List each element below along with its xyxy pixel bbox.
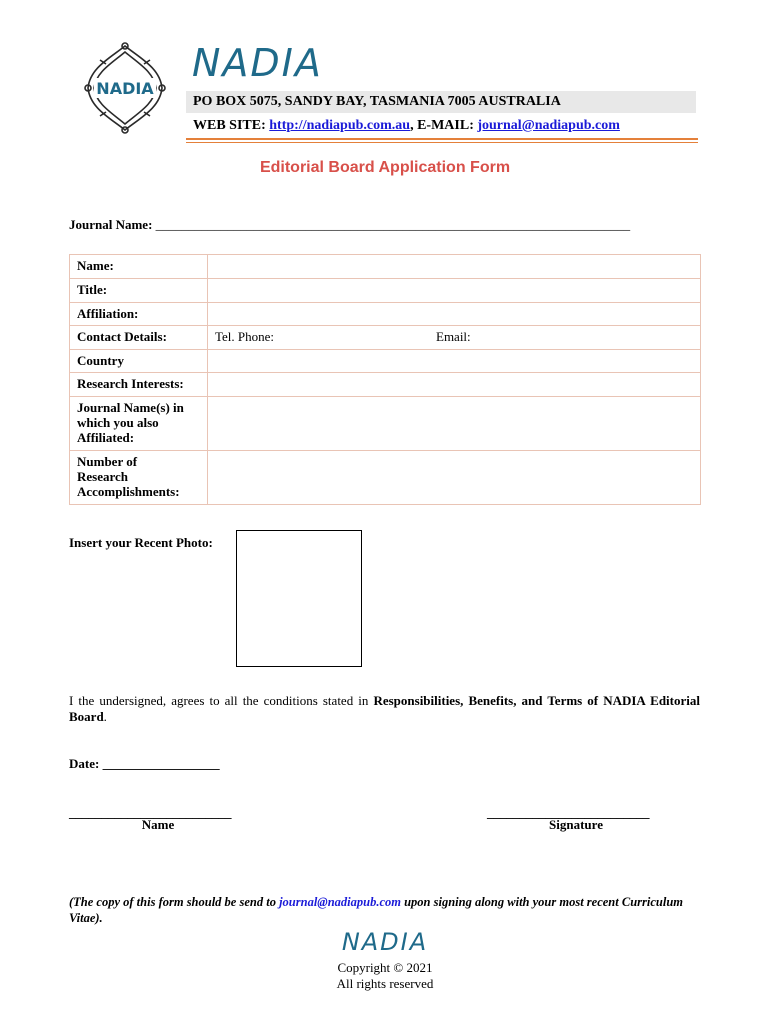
journal-name-line[interactable]: _________________________________________________________________________: [152, 217, 631, 232]
photo-label: Insert your Recent Photo:: [69, 535, 213, 550]
footer-wordmark: NADIA: [341, 928, 429, 956]
note-suffix: upon signing along with your most recent Curriculum Vitae).: [69, 895, 683, 925]
affiliation-label: Affiliation:: [70, 303, 208, 326]
name-caption: Name: [141, 817, 175, 832]
accomplishments-line2: Research: [77, 469, 129, 484]
date-line[interactable]: __________________: [99, 756, 220, 771]
contact-line: [193, 117, 620, 135]
country-label: Country: [70, 350, 208, 373]
name-signature-line[interactable]: _________________________: [69, 805, 232, 820]
journal-affiliations-line1: Journal Name(s) in: [77, 400, 184, 415]
name-label: Name:: [70, 255, 208, 279]
photo-upload-box[interactable]: [236, 530, 362, 667]
rights-text: All rights reserved: [336, 976, 434, 991]
journal-affiliations-line2: which you also: [77, 415, 159, 430]
agreement-statement: [69, 693, 700, 725]
accomplishments-line1: Number of: [77, 454, 138, 469]
contact-cell[interactable]: [208, 326, 701, 350]
journal-affiliations-cell[interactable]: [208, 397, 701, 451]
header-divider: [186, 138, 698, 140]
date-label: Date:: [69, 756, 100, 771]
header-divider-thin: [186, 142, 698, 143]
date-field[interactable]: [69, 756, 220, 772]
copyright-block: [0, 960, 770, 992]
postal-address: PO BOX 5075, SANDY BAY, TASMANIA 7005 AUSTRALIA: [193, 94, 561, 109]
contact-label: Contact Details:: [70, 326, 208, 350]
note-email-link[interactable]: journal@nadiapub.com: [279, 895, 401, 909]
form-title: Editorial Board Application Form: [259, 159, 511, 176]
affiliation-cell[interactable]: [208, 303, 701, 326]
email-link[interactable]: journal@nadiapub.com: [477, 118, 620, 133]
website-link[interactable]: http://nadiapub.com.au: [269, 118, 411, 133]
email-label: , E-MAIL:: [410, 118, 478, 133]
note-prefix: (The copy of this form should be send to: [69, 895, 280, 909]
nadia-logo: [80, 38, 170, 138]
agreement-terms: Responsibilities, Benefits, and Terms of NADIA Editorial Board: [69, 693, 700, 724]
journal-name-field[interactable]: [69, 217, 630, 233]
name-cell[interactable]: [208, 255, 701, 279]
accomplishments-cell[interactable]: [208, 451, 701, 505]
submission-note: [69, 894, 709, 926]
signature-line[interactable]: _________________________: [487, 805, 650, 820]
title-cell[interactable]: [208, 279, 701, 303]
website-label: WEB SITE:: [193, 118, 270, 133]
signature-caption: Signature: [549, 817, 603, 832]
journal-affiliations-line3: Affiliated:: [77, 430, 135, 445]
journal-name-label: Journal Name:: [69, 217, 153, 232]
agreement-end: .: [103, 709, 107, 724]
accomplishments-label: [70, 451, 208, 505]
brand-wordmark: NADIA: [192, 41, 323, 85]
research-interests-cell[interactable]: [208, 373, 701, 397]
title-label: Title:: [70, 279, 208, 303]
agreement-text: I the undersigned, agrees to all the conditions stated in: [69, 693, 374, 708]
email-field-label: Email:: [436, 329, 471, 344]
country-cell[interactable]: [208, 350, 701, 373]
journal-affiliations-label: [70, 397, 208, 451]
accomplishments-line3: Accomplishments:: [77, 484, 180, 499]
tel-phone-label: Tel. Phone:: [215, 329, 275, 344]
copyright-text: Copyright © 2021: [337, 960, 433, 975]
research-interests-label: Research Interests:: [70, 373, 208, 397]
svg-text:NADIA: NADIA: [96, 79, 154, 98]
applicant-info-table: [69, 254, 701, 505]
